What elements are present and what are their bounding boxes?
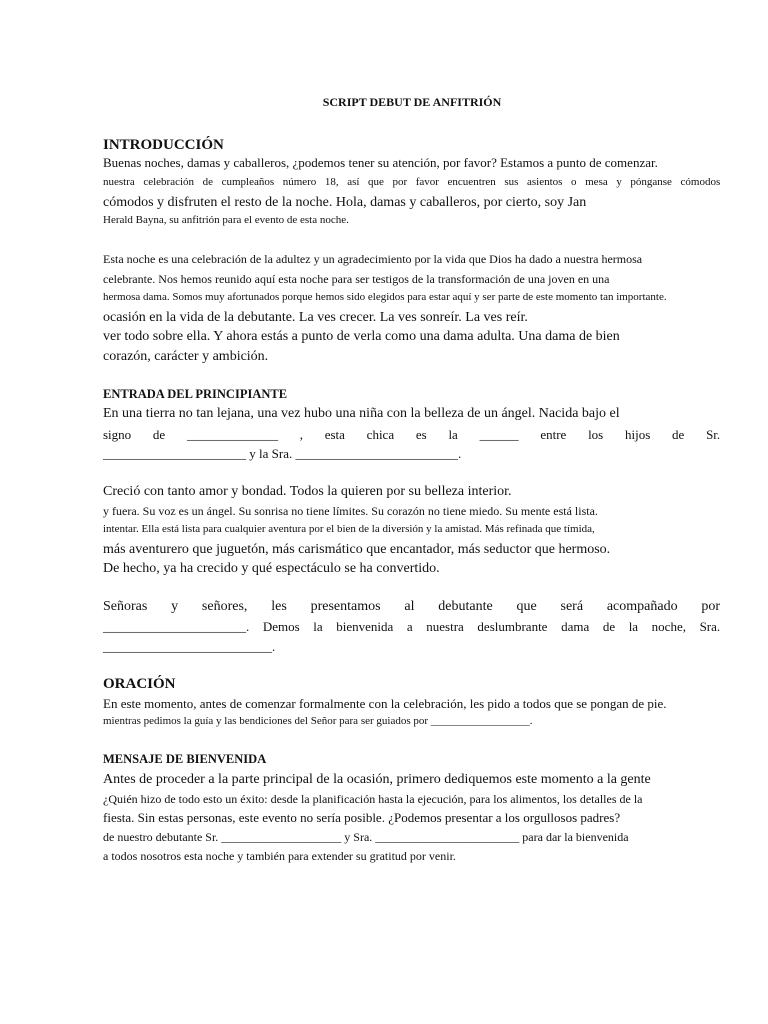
intro-paragraph2-line-5: ver todo sobre ella. Y ahora estás a punto de verla como una dama adulta. Una dama de bien	[103, 329, 620, 344]
bienvenida-line-1: Antes de proceder a la parte principal de la ocasión, primero dediquemos este momento a la gente	[103, 772, 651, 787]
oracion-line-1: En este momento, antes de comenzar formalmente con la celebración, les pido a todos que se pongan de pie.	[103, 696, 667, 711]
intro-line-2: nuestra celebración de cumpleaños número 18, así que por favor encuentren sus asientos o mesa y pónganse cómodos	[103, 176, 721, 188]
intro-paragraph2-line-4: ocasión en la vida de la debutante. La ves crecer. La ves sonreír. La ves reír.	[103, 310, 528, 325]
entrada-paragraph3-line-3: __________________________.	[103, 639, 276, 654]
intro-line-1: Buenas noches, damas y caballeros, ¿podemos tener su atención, por favor? Estamos a punto de comenzar.	[103, 155, 658, 170]
entrada-paragraph2-line-4: más aventurero que juguetón, más carismático que encantador, más seductor que hermoso.	[103, 542, 611, 557]
entrada-paragraph3-line-2: ______________________. Demos la bienvenida a nuestra deslumbrante dama de la noche, Sra.	[103, 619, 721, 634]
entrada-paragraph2-line-3: intentar. Ella está lista para cualquier aventura por el bien de la diversión y la amistad. Más refinada que tímida,	[103, 523, 595, 535]
bienvenida-line-4: de nuestro debutante Sr. ____________________ y Sra. ________________________ para dar la bienvenida	[103, 830, 629, 844]
bienvenida-line-2: ¿Quién hizo de todo esto un éxito: desde la planificación hasta la ejecución, para los alimentos, los detalles de la	[103, 792, 643, 806]
section-heading-entrada: ENTRADA DEL PRINCIPIANTE	[103, 387, 288, 401]
section-heading-introduccion: INTRODUCCIÓN	[103, 137, 224, 153]
entrada-paragraph3-line-1: Señoras y señores, les presentamos al debutante que será acompañado por	[103, 599, 721, 614]
entrada-paragraph2-line-1: Creció con tanto amor y bondad. Todos la quieren por su belleza interior.	[103, 484, 512, 499]
document-title: SCRIPT DEBUT DE ANFITRIÓN	[322, 95, 502, 109]
bienvenida-line-5: a todos nosotros esta noche y también para extender su gratitud por venir.	[103, 849, 456, 863]
oracion-line-2: mientras pedimos la guía y las bendiciones del Señor para ser guiados por __________________.	[103, 715, 533, 727]
intro-paragraph2-line-3: hermosa dama. Somos muy afortunados porque hemos sido elegidos para estar aquí y ser parte de este momento tan importante.	[103, 291, 667, 303]
entrada-paragraph2-line-2: y fuera. Su voz es un ángel. Su sonrisa no tiene límites. Su corazón no tiene miedo. Su mente está lista.	[103, 504, 598, 518]
bienvenida-line-3: fiesta. Sin estas personas, este evento no sería posible. ¿Podemos presentar a los orgullosos padres?	[103, 810, 621, 825]
entrada-line-2: signo de ______________ , esta chica es la ______ entre los hijos de Sr.	[103, 427, 721, 442]
intro-line-4: Herald Bayna, su anfitrión para el evento de esta noche.	[103, 214, 349, 226]
entrada-line-3: ______________________ y la Sra. _________________________.	[103, 446, 462, 461]
section-heading-bienvenida: MENSAJE DE BIENVENIDA	[103, 752, 267, 766]
intro-paragraph2-line-2: celebrante. Nos hemos reunido aquí esta noche para ser testigos de la transformación de una joven en una	[103, 272, 610, 286]
entrada-line-1: En una tierra no tan lejana, una vez hubo una niña con la belleza de un ángel. Nacida bajo el	[103, 406, 620, 421]
intro-paragraph2-line-6: corazón, carácter y ambición.	[103, 349, 269, 364]
intro-paragraph2-line-1: Esta noche es una celebración de la adultez y un agradecimiento por la vida que Dios ha dado a nuestra hermosa	[103, 252, 643, 266]
section-heading-oracion: ORACIÓN	[103, 676, 176, 692]
intro-line-3: cómodos y disfruten el resto de la noche. Hola, damas y caballeros, por cierto, soy Jan	[103, 195, 587, 210]
entrada-paragraph2-line-5: De hecho, ya ha crecido y qué espectáculo se ha convertido.	[103, 561, 440, 576]
